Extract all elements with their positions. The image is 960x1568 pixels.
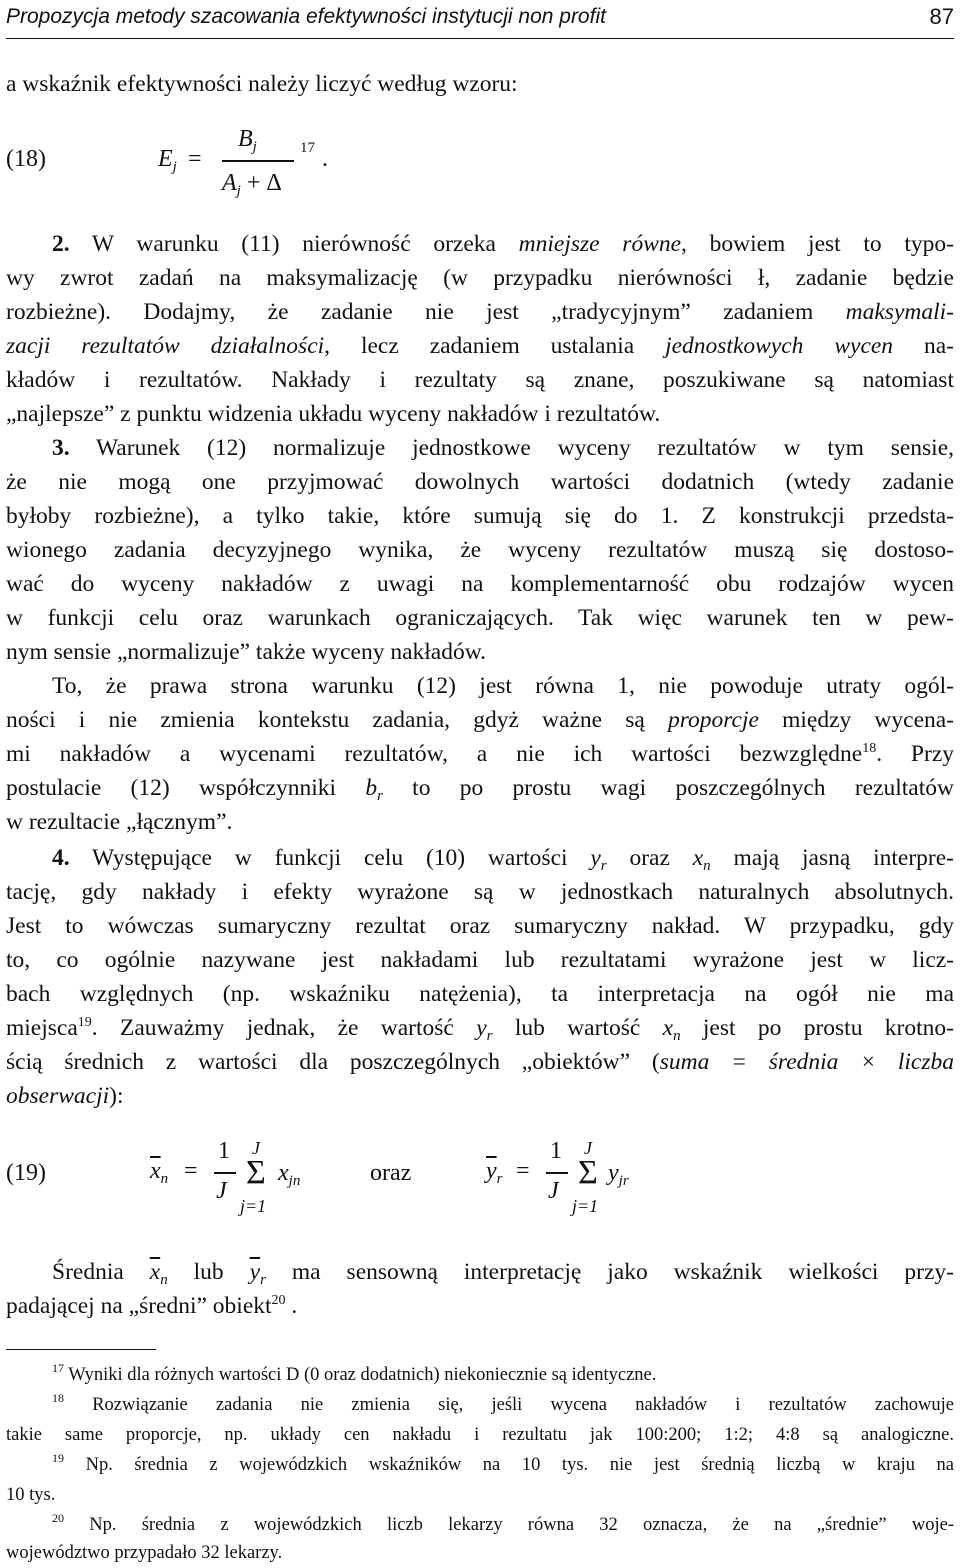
eq19-left-num: 1 [218, 1138, 230, 1164]
after19-line-2: padającej na „średni” obiekt$^{20}$ . [6, 1293, 298, 1319]
eq18-label: (18) [6, 146, 46, 172]
para4-line-5: bach względnych (np. wskaźniku natężenia), ta interpretacja na ogół nie ma [6, 981, 954, 1007]
para3-line-6: w funkcji celu oraz warunkach ograniczających. Tak więc warunek ten w pew- [6, 605, 954, 631]
eq19-left-sum-bottom: j=1 [240, 1196, 267, 1216]
para2-line-4: zacji rezultatów działalności, lecz zadaniem ustalania jednostkowych wycen na- [6, 333, 954, 359]
eq19-left-sigma: Σ [246, 1154, 266, 1191]
para3-line-4: wionego zadania decyzyjnego wynika, że wyceny rezultatów muszą się dostoso- [6, 537, 954, 563]
eq19-label: (19) [6, 1160, 46, 1186]
para2-line-6: „najlepsze” z punktu widzenia układu wyceny nakładów i rezultatów. [6, 401, 661, 427]
para4-line-1: 4. Występujące w funkcji celu (10) wartości $y_r$ oraz $x_n$ mają jasną interpre- [52, 845, 954, 874]
para3b-line-1: To, że prawa strona warunku (12) jest równa 1, nie powoduje utraty ogól- [52, 673, 954, 699]
para3-line-1: 3. Warunek (12) normalizuje jednostkowe wyceny rezultatów w tym sensie, [52, 435, 954, 461]
para4-line-3: Jest to wówczas sumaryczny rezultat oraz sumaryczny nakład. W przypadku, gdy [6, 913, 954, 939]
eq18-denominator: $A_j + \Delta$ [222, 170, 282, 199]
eq19-left-equals: = [184, 1158, 198, 1184]
eq19-left-fraction-bar [214, 1172, 236, 1174]
para4-line-4: to, co ogólnie nazywane jest nakładami lub rezultatami wyrażone jest w licz- [6, 947, 954, 973]
footnote-19-line-2: 10 tys. [6, 1485, 56, 1505]
eq18-equals: = [188, 146, 202, 172]
eq19-left-sum-top: J [252, 1138, 260, 1158]
eq19-right-sum-top: J [584, 1138, 592, 1158]
para3b-line-2: ności i nie zmienia kontekstu zadania, gdyż ważne są proporcje między wycena- [6, 707, 955, 733]
eq18-fraction-bar [222, 160, 294, 162]
eq19-right-num: 1 [550, 1138, 562, 1164]
para2-line-2: wy zwrot zadań na maksymalizację (w przypadku nierówności ł, zadanie będzie [6, 265, 954, 291]
para3-line-7: nym sensie „normalizuje” także wyceny nakładów. [6, 639, 487, 665]
eq19-oraz: oraz [370, 1160, 412, 1186]
para4-line-8: obserwacji): [6, 1083, 124, 1109]
para3b-line-5: w rezultacie „łącznym”. [6, 809, 233, 835]
footnote-20-line-2: województwo przypadało 32 lekarzy. [6, 1543, 283, 1563]
eq19-right-term: $y_{jr}$ [608, 1160, 629, 1189]
eq18-lhs: $E_j$ [158, 146, 177, 175]
after19-line-1: Średnia $\overline{x}_n$ lub $\overline{y}_r$ ma sensowną interpretację jako wskaźnik wielkości przy- [52, 1259, 954, 1288]
eq19-left-den: J [216, 1178, 227, 1204]
eq19-right-sum-bottom: j=1 [572, 1196, 599, 1216]
eq19-left-term: $x_{jn}$ [278, 1160, 301, 1189]
eq19-right-sigma: Σ [578, 1154, 598, 1191]
para4-line-6: miejsca$^{19}$. Zauważmy jednak, że wartość $y_r$ lub wartość $x_n$ jest po prostu krotno- [6, 1015, 954, 1044]
eq19-left-var: $\overline{x}_n$ [150, 1158, 169, 1187]
eq19-right-fraction-bar [546, 1172, 568, 1174]
footnote-rule [6, 1349, 156, 1350]
footnote-18-line-1: $^{18}$ Rozwiązanie zadania nie zmienia się, jeśli wycena nakładów i rezultatów zachowuje [52, 1391, 954, 1415]
para2-line-1: 2. W warunku (11) nierówność orzeka mniejsze równe, bowiem jest to typo- [52, 231, 954, 257]
footnote-19-line-1: $^{19}$ Np. średnia z wojewódzkich wskaźników na 10 tys. nie jest średnią liczbą w kraju na [52, 1451, 954, 1475]
page-number: 87 [929, 4, 954, 29]
running-header [6, 2, 954, 39]
para4-line-7: ścią średnich z wartości dla poszczególnych „obiektów” (suma = średnia × liczba [6, 1049, 955, 1075]
footnote-20-line-1: $^{20}$ Np. średnia z wojewódzkich liczb lekarzy równa 32 oznacza, że na „średnie” woje- [52, 1511, 954, 1535]
footnote-17: $^{17}$ Wyniki dla różnych wartości D (0 oraz dodatnich) niekoniecznie są identyczne. [52, 1361, 657, 1385]
eq19-right-var: $\overline{y}_r$ [486, 1158, 503, 1187]
eq19-right-equals: = [516, 1158, 530, 1184]
para2-line-5: kładów i rezultatów. Nakłady i rezultaty są znane, poszukiwane są natomiast [6, 367, 954, 393]
para4-line-2: tację, gdy nakłady i efekty wyrażone są w jednostkach naturalnych absolutnych. [6, 879, 954, 905]
eq18-footnote-ref: 17 [300, 140, 315, 156]
eq19-right-den: J [548, 1178, 559, 1204]
eq18-tail: . [322, 146, 328, 172]
intro-line: a wskaźnik efektywności należy liczyć według wzoru: [6, 71, 518, 97]
para3b-line-3: mi nakładów a wycenami rezultatów, a nie ich wartości bezwzględne$^{18}$. Przy [6, 741, 954, 767]
para3b-line-4: postulacie (12) współczynniki $b_r$ to po prostu wagi poszczególnych rezultatów [6, 775, 954, 804]
para3-line-3: byłoby rozbieżne), a tylko takie, które sumują się do 1. Z konstrukcji przedsta- [6, 503, 954, 529]
footnote-18-line-2: takie same proporcje, np. układy cen nakładu i rezultatu jak 100:200; 1:2; 4:8 są analogiczne. [6, 1425, 954, 1445]
para3-line-2: że nie mogą one przyjmować dowolnych wartości dodatnich (wtedy zadanie [6, 469, 954, 495]
para3-line-5: wać do wyceny nakładów z uwagi na komplementarność obu rodzajów wycen [6, 571, 954, 597]
eq18-numerator: $B_j$ [238, 126, 257, 155]
running-title: Propozycja metody szacowania efektywności instytucji non profit [6, 5, 606, 28]
para2-line-3: rozbieżne). Dodajmy, że zadanie nie jest „tradycyjnym” zadaniem maksymali- [6, 299, 954, 325]
